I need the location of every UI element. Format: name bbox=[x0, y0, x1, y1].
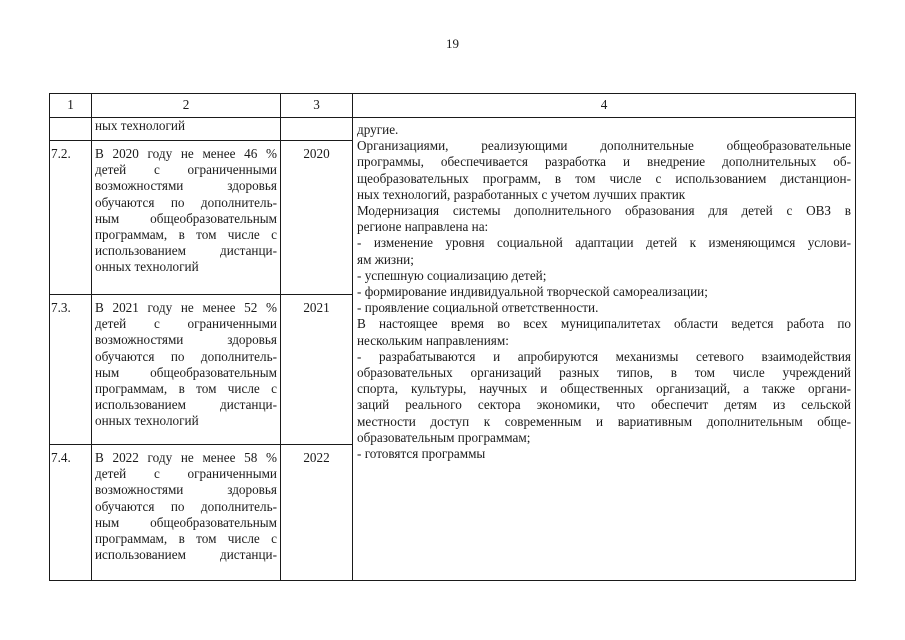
activity-line: программы, обеспечивается разработка и внедрение дополнительных об- bbox=[357, 154, 851, 170]
row-year: 2022 bbox=[281, 445, 353, 581]
cont-cell-goal: ных технологий bbox=[92, 118, 281, 141]
goal-line: обучаются по дополнитель- bbox=[95, 498, 277, 514]
activity-line: образовательным программам; bbox=[357, 429, 531, 445]
goal-line: программам, в том числе с bbox=[95, 531, 277, 547]
goal-line: В 2021 году не менее 52 % bbox=[95, 300, 277, 315]
activity-line: спорта, культуры, научных и общественных организаций, а также органи- bbox=[357, 381, 851, 397]
activity-line: другие. bbox=[357, 122, 399, 137]
row-goal bbox=[92, 141, 281, 295]
goal-line: возможностями здоровья bbox=[95, 332, 277, 348]
goal-line: обучаются по дополнитель- bbox=[95, 348, 277, 364]
activity-line: - готовятся программы bbox=[357, 446, 486, 462]
goal-line: программам, в том числе с bbox=[95, 381, 277, 397]
activity-line: - проявление социальной ответственности. bbox=[357, 300, 599, 316]
activity-line: ям жизни; bbox=[357, 251, 414, 267]
activity-line: - успешную социализацию детей; bbox=[357, 267, 547, 283]
page-number: 19 bbox=[446, 36, 459, 51]
row-number: 7.3. bbox=[50, 295, 92, 445]
goal-line: возможностями здоровья bbox=[95, 482, 277, 498]
goal-line: ным общеобразовательным bbox=[95, 514, 277, 530]
activity-line: В настоящее время во всех муниципалитетах области ведется работа по bbox=[357, 316, 851, 332]
cont-cell-year bbox=[281, 118, 353, 141]
row-year: 2021 bbox=[281, 295, 353, 445]
activity-line: заций реального сектора экономики, что обеспечит детям из сельской bbox=[357, 397, 851, 413]
activity-line: Организациями, реализующими дополнительные общеобразовательные bbox=[357, 138, 851, 154]
activity-line: образовательных организаций разных типов, в том числе учреждений bbox=[357, 365, 851, 381]
activity-line: - формирование индивидуальной творческой самореализации; bbox=[357, 284, 708, 300]
goal-line: В 2022 году не менее 58 % bbox=[95, 450, 277, 465]
activity-line: Модернизация системы дополнительного образования для детей с ОВЗ в bbox=[357, 203, 851, 219]
activity-line: ных технологий, разработанных с учетом лучших практик bbox=[357, 186, 686, 202]
goal-line: детей с ограниченными bbox=[95, 316, 277, 332]
goal-line: детей с ограниченными bbox=[95, 466, 277, 482]
goal-line: обучаются по дополнитель- bbox=[95, 194, 277, 210]
header-row bbox=[50, 94, 856, 118]
activity-line: местности доступ к современным и вариативным дополнительным обще- bbox=[357, 413, 851, 429]
row-year: 2020 bbox=[281, 141, 353, 295]
goal-line: ным общеобразовательным bbox=[95, 210, 277, 226]
row-goal bbox=[92, 445, 281, 581]
cont-cell-num bbox=[50, 118, 92, 141]
header-col-1: 1 bbox=[50, 94, 92, 118]
row-number: 7.4. bbox=[50, 445, 92, 581]
goal-line: возможностями здоровья bbox=[95, 178, 277, 194]
header-col-3: 3 bbox=[281, 94, 353, 118]
row-number: 7.2. bbox=[50, 141, 92, 295]
goal-line: В 2020 году не менее 46 % bbox=[95, 146, 277, 161]
goal-line: ным общеобразовательным bbox=[95, 364, 277, 380]
goal-line: использованием дистанци- bbox=[95, 243, 277, 259]
header-col-2: 2 bbox=[92, 94, 281, 118]
continuation-row bbox=[50, 118, 856, 141]
activity-line: нескольким направлениям: bbox=[357, 332, 509, 348]
activity-line: - разрабатываются и апробируются механизмы сетевого взаимодействия bbox=[357, 348, 851, 364]
goal-line: детей с ограниченными bbox=[95, 162, 277, 178]
measures-table bbox=[49, 93, 856, 581]
activity-line: - изменение уровня социальной адаптации детей к изменяющимся услови- bbox=[357, 235, 851, 251]
goal-line: использованием дистанци- bbox=[95, 397, 277, 413]
activities-cell bbox=[353, 118, 856, 581]
row-goal bbox=[92, 295, 281, 445]
goal-line: программам, в том числе с bbox=[95, 227, 277, 243]
activities-text bbox=[357, 122, 851, 462]
goal-line: использованием дистанци- bbox=[95, 547, 277, 563]
goal-line: онных технологий bbox=[95, 259, 199, 275]
goal-line: онных технологий bbox=[95, 413, 199, 429]
header-col-4: 4 bbox=[353, 94, 856, 118]
activity-line: регионе направлена на: bbox=[357, 219, 489, 235]
activity-line: щеобразовательных программ, в том числе с использованием дистанцион- bbox=[357, 170, 851, 186]
